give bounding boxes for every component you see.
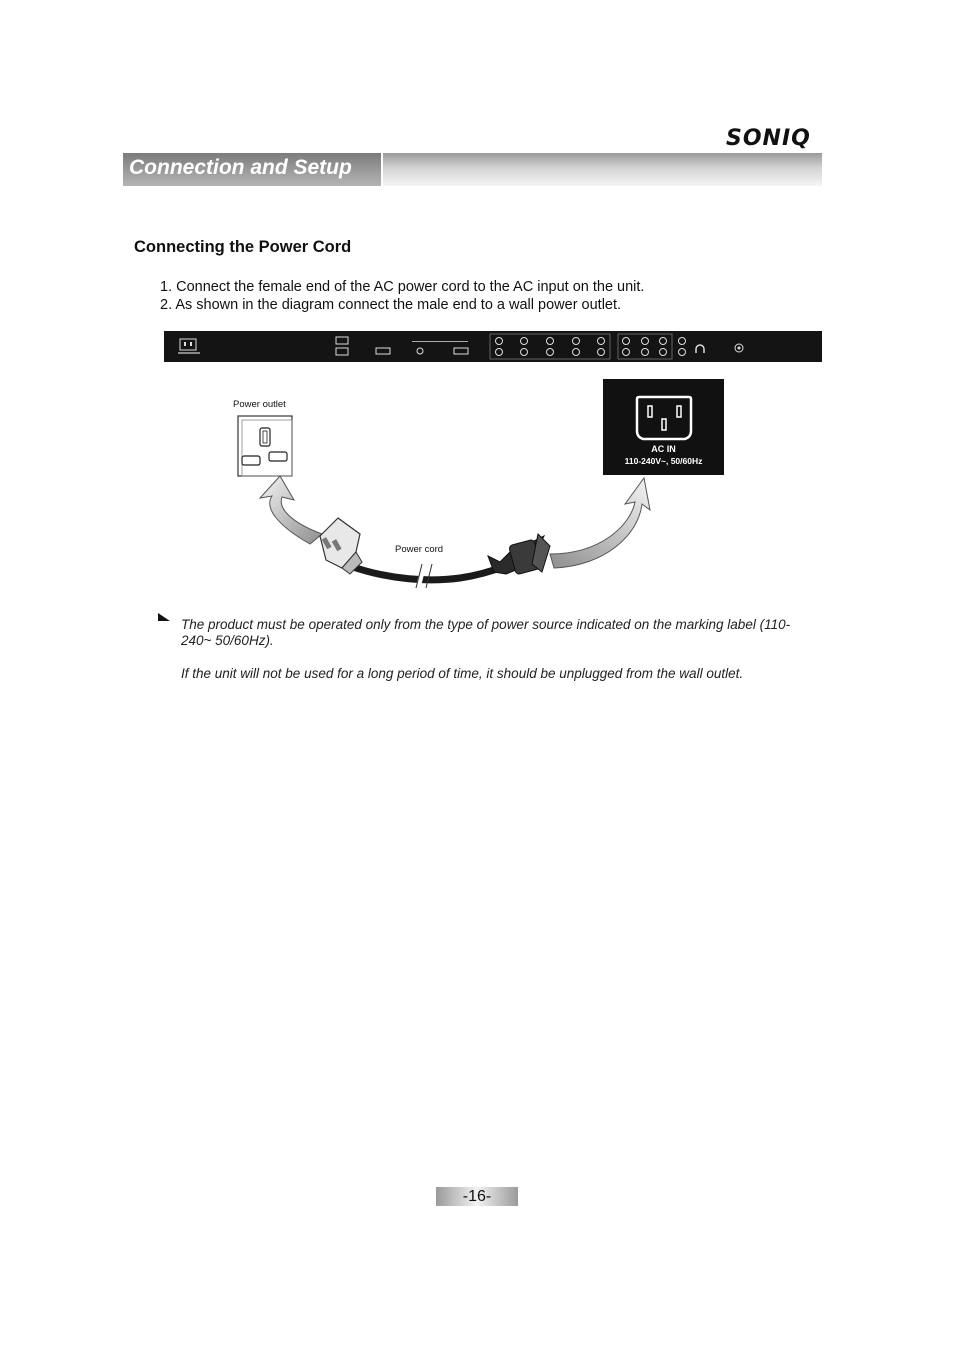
male-plug-icon bbox=[320, 518, 362, 574]
ac-inlet-icon bbox=[603, 379, 724, 443]
soniq-logo bbox=[726, 126, 818, 150]
power-cord-label: Power cord bbox=[395, 544, 444, 555]
note-arrow-icon bbox=[158, 613, 170, 623]
arrow-to-ac-inlet-icon bbox=[550, 478, 650, 568]
ac-in-spec: 110-240V~, 50/60Hz bbox=[624, 456, 703, 466]
page-number: -16- bbox=[436, 1187, 518, 1206]
section-header-bar bbox=[123, 153, 822, 186]
iec-connector-icon bbox=[488, 534, 550, 575]
note-unplug: If the unit will not be used for a long period of time, it should be unplugged from the wall outlet. bbox=[181, 665, 744, 681]
ac-inlet-inset bbox=[603, 379, 724, 475]
subheading: Connecting the Power Cord bbox=[134, 238, 352, 256]
ac-in-label: AC IN bbox=[651, 444, 676, 454]
note-power-source: The product must be operated only from the type of power source indicated on the marking label (110-240~ 50/60Hz). bbox=[181, 617, 791, 649]
power-outlet-label: Power outlet bbox=[233, 399, 286, 410]
section-title: Connection and Setup bbox=[129, 156, 352, 179]
tv-rear-panel-illustration bbox=[164, 331, 822, 362]
step-1: 1. Connect the female end of the AC power cord to the AC input on the unit. bbox=[160, 279, 645, 295]
wall-outlet-icon bbox=[238, 416, 292, 476]
power-cord-icon bbox=[350, 566, 505, 580]
arrow-to-outlet-icon bbox=[260, 476, 322, 544]
step-2: 2. As shown in the diagram connect the male end to a wall power outlet. bbox=[160, 296, 622, 313]
instruction-steps bbox=[160, 279, 644, 314]
section-tab bbox=[123, 153, 383, 186]
svg-text:SONIQ: SONIQ bbox=[726, 126, 811, 150]
notes bbox=[181, 617, 801, 698]
